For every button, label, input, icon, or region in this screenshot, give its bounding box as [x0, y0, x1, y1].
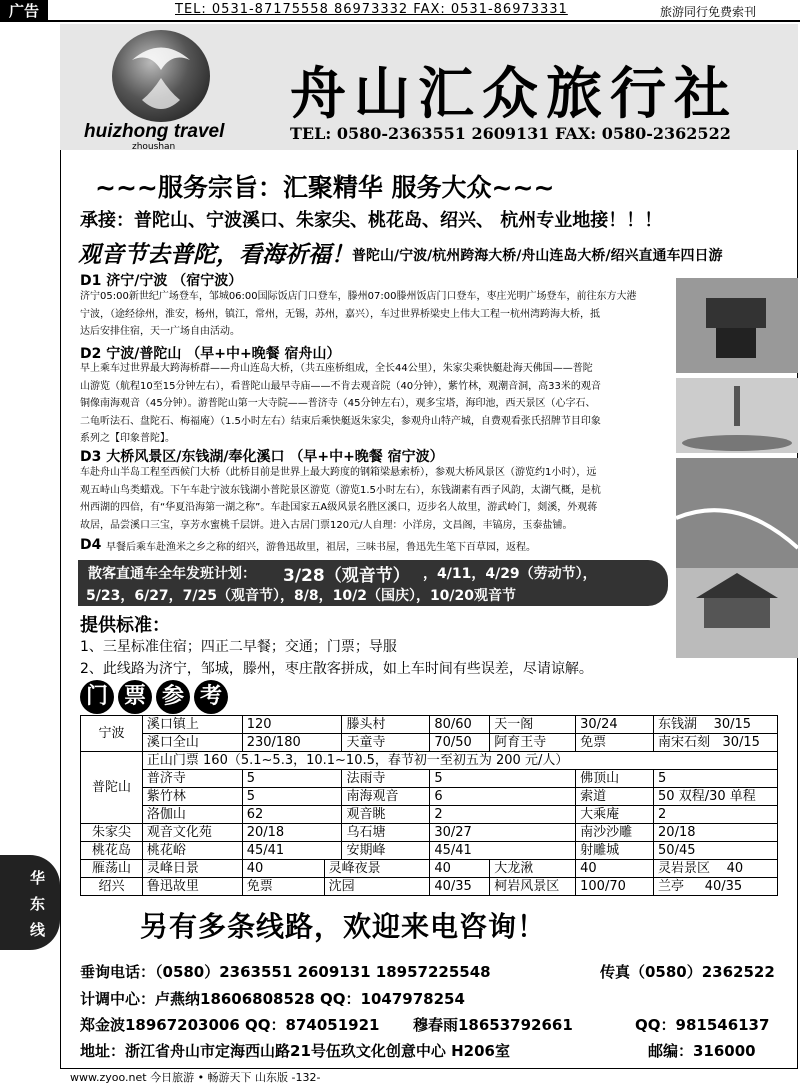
agency-name: 舟山汇众旅行社	[290, 61, 738, 127]
side-tab-char: 东	[30, 895, 46, 913]
contact-qq: QQ：981546137	[635, 1016, 770, 1034]
table-cell: 20/18	[654, 824, 778, 842]
table-cell-text: 40	[726, 861, 744, 876]
day-heading: D1 济宁/宁波 （宿宁波）	[80, 273, 243, 289]
region-side-tab	[0, 855, 60, 950]
day-line: 济宁05:00新世纪广场登车，邹城06:00国际饭店门口登车，滕州07:00滕州饭店门口登车，枣庄光明广场登车，前往东方大港	[80, 291, 637, 302]
table-cell: 天童寺	[342, 734, 430, 752]
table-row	[81, 860, 778, 878]
day-line: 达后安排住宿，天一广场自由活动。	[80, 326, 240, 337]
table-cell	[654, 734, 778, 752]
table-row	[81, 842, 778, 860]
table-cell: 5	[430, 770, 576, 788]
motto: ~~~服务宗旨：汇聚精华 服务大众~~~	[95, 173, 555, 202]
table-cell: 230/180	[242, 734, 342, 752]
page-footer: www.zyoo.net 今日旅游 • 畅游天下 山东版 -132-	[70, 1071, 321, 1084]
table-cell: 大龙湫	[490, 860, 576, 878]
table-row	[81, 752, 778, 770]
table-cell: 20/18	[242, 824, 342, 842]
header-contact: TEL: 0580-2363551 2609131 FAX: 0580-2362522	[290, 124, 731, 143]
table-cell-text: 兰亭	[658, 879, 685, 894]
table-cell: 法雨寺	[342, 770, 430, 788]
table-cell: 6	[430, 788, 576, 806]
day-line: 系列之【印象普陀】。	[80, 433, 175, 444]
table-cell: 索道	[576, 788, 654, 806]
table-cell: 普济寺	[142, 770, 242, 788]
day-line: 二龟听法石、盘陀石、梅福庵）（1.5小时左右）结束后乘快艇返朱家尖，参观舟山特产城，自费观看张氏招牌节目印象	[80, 415, 601, 427]
table-cell: 免票	[576, 734, 654, 752]
table-cell: 70/50	[430, 734, 490, 752]
table-cell: 溪口镇上	[142, 716, 242, 734]
day-line: 山游览（航程10至15分钟左右），看普陀山最早寺庙——不肯去观音院（40分钟），紫竹林，观潮音洞，高33米的观音	[80, 380, 601, 392]
table-cell: 40	[242, 860, 324, 878]
region-cell: 宁波	[81, 716, 143, 752]
table-cell-text: 南宋石刻	[658, 735, 711, 750]
tickets-label-char: 考	[194, 680, 228, 714]
table-cell: 大乘庵	[576, 806, 654, 824]
side-tab-char: 线	[30, 921, 46, 939]
table-cell: 灵峰日景	[142, 860, 242, 878]
table-cell: 40	[576, 860, 654, 878]
logo-swirl-icon	[112, 30, 210, 122]
table-cell: 南沙沙雕	[576, 824, 654, 842]
schedule-label: 散客直通车全年发班计划：	[88, 566, 256, 582]
logo-text: huizhong travel	[84, 121, 225, 142]
table-cell: 洛伽山	[142, 806, 242, 824]
contact-person: 穆春雨18653792661	[413, 1016, 573, 1034]
tickets-label-char: 票	[118, 680, 152, 714]
table-cell: 30/24	[576, 716, 654, 734]
table-cell: 滕头村	[342, 716, 430, 734]
photo-collage	[676, 278, 798, 658]
region-cell: 普陀山	[81, 752, 143, 824]
table-cell: 乌石塘	[342, 824, 430, 842]
table-row	[81, 788, 778, 806]
schedule-dates: 5/23，6/27，7/25（观音节），8/8，10/2（国庆），10/20观音节	[86, 588, 517, 604]
ad-label: 广告	[0, 0, 48, 22]
day-heading: D4	[80, 537, 102, 553]
table-cell: 观音眺	[342, 806, 430, 824]
table-cell-text: 40/35	[704, 879, 743, 894]
table-cell: 溪口全山	[142, 734, 242, 752]
table-cell	[654, 878, 778, 896]
table-row	[81, 806, 778, 824]
table-row	[81, 824, 778, 842]
tickets-label-char: 参	[156, 680, 190, 714]
schedule-dates: ，4/11，4/29（劳动节），	[423, 566, 597, 582]
table-cell: 沈园	[324, 878, 430, 896]
table-row	[81, 878, 778, 896]
table-cell: 安期峰	[342, 842, 430, 860]
table-cell	[654, 716, 778, 734]
table-row	[81, 770, 778, 788]
day-line: 宁波，（途经徐州，淮安，杨州，镇江，常州，无锡，苏州，嘉兴），车过世界桥梁史上伟大工程一杭州湾跨海大桥，抵	[80, 308, 600, 320]
day-line: 车赴舟山半岛工程至西候门大桥（此桥目前是世界上最大跨度的钢箱梁悬索桥），参观大桥风景区（游览约1小时），远	[80, 467, 597, 478]
table-cell-text: 灵岩景区	[658, 861, 711, 876]
region-cell: 雁荡山	[81, 860, 143, 878]
service-line: 承接：普陀山、宁波溪口、朱家尖、桃花岛、绍兴、 杭州专业地接！！！	[80, 210, 663, 231]
contact-fax: 传真（0580）2362522	[600, 963, 775, 981]
standard-item: 2、此线路为济宁，邹城，滕州，枣庄散客拼成，如上车时间有些误差，尽请谅解。	[80, 661, 593, 677]
tour-title: 观音节去普陀，看海祈福！	[78, 242, 354, 268]
table-cell	[654, 860, 778, 878]
contact-person: 郑金波18967203006 QQ：874051921	[80, 1016, 380, 1034]
region-cell: 绍兴	[81, 878, 143, 896]
table-cell: 阿育王寺	[490, 734, 576, 752]
table-cell: 鲁迅故里	[142, 878, 242, 896]
table-cell: 50 双程/30 单程	[654, 788, 778, 806]
contact-phone: 垂询电话：（0580）2363551 2609131 18957225548	[80, 963, 491, 981]
table-cell: 紫竹林	[142, 788, 242, 806]
logo-subtext: zhoushan	[132, 142, 176, 152]
table-cell: 南海观音	[342, 788, 430, 806]
table-cell: 40/35	[430, 878, 490, 896]
contact-postcode: 邮编：316000	[648, 1042, 756, 1060]
table-cell: 120	[242, 716, 342, 734]
standard-item: 1、三星标准住宿；四正二早餐；交通；门票；导服	[80, 639, 397, 655]
day-text	[80, 288, 680, 341]
table-cell: 桃花峪	[142, 842, 242, 860]
day-text	[80, 464, 680, 534]
day-line: 故居，品尝溪口三宝，享芳水蜜桃千层饼。进入古居门票120元/人自理：小洋房，文昌阁，丰镐房，玉泰盐铺。	[80, 519, 573, 531]
table-cell: 45/41	[242, 842, 342, 860]
table-cell: 2	[430, 806, 576, 824]
table-cell: 免票	[242, 878, 324, 896]
day-text	[106, 539, 676, 557]
contact-address: 地址：浙江省舟山市定海西山路21号伍玖文化创意中心 H206室	[80, 1042, 510, 1060]
region-cell: 桃花岛	[81, 842, 143, 860]
magazine-contact: TEL: 0531-87175558 86973332 FAX: 0531-86973331	[175, 2, 568, 17]
table-cell: 5	[242, 788, 342, 806]
table-cell: 柯岩风景区	[490, 878, 576, 896]
day-line: 观五峙山鸟类蜡戏。下午车赴宁波东钱湖小普陀景区游览（游览1.5小时左右），东钱湖素有西子风韵，太湖气概，是杭	[80, 484, 601, 496]
table-cell: 80/60	[430, 716, 490, 734]
table-row	[81, 734, 778, 752]
contact-planner: 计调中心：卢燕纳18606808528 QQ：1047978254	[80, 990, 465, 1008]
more-routes-banner: 另有多条线路，欢迎来电咨询！	[140, 910, 547, 943]
tour-subtitle: 普陀山/宁波/杭州跨海大桥/舟山连岛大桥/绍兴直通车四日游	[352, 248, 723, 264]
table-cell-text: 30/15	[713, 717, 752, 732]
table-cell-text: 30/15	[722, 735, 760, 750]
day-line: 早餐后乘车赴渔米之乡之称的绍兴，游鲁迅故里，祖居，三味书屋，鲁迅先生笔下百草园，返程。	[106, 542, 536, 553]
table-cell: 正山门票 160（5.1~5.3，10.1~10.5，春节初一至初五为 200 元/人）	[142, 752, 777, 770]
magazine-slogan: 旅游同行免费索刊	[660, 5, 757, 19]
day-heading: D3 大桥风景区/东钱湖/奉化溪口 （早+中+晚餐 宿宁波）	[80, 449, 444, 465]
table-cell-text: 东钱湖	[658, 717, 698, 732]
table-cell: 62	[242, 806, 342, 824]
table-row	[81, 716, 778, 734]
table-cell: 50/45	[654, 842, 778, 860]
table-cell: 射雕城	[576, 842, 654, 860]
table-cell: 40	[430, 860, 490, 878]
side-tab-char: 华	[30, 869, 46, 887]
region-cell: 朱家尖	[81, 824, 143, 842]
table-cell: 45/41	[430, 842, 576, 860]
table-cell: 5	[654, 770, 778, 788]
ticket-price-table	[80, 715, 778, 896]
table-cell: 观音文化苑	[142, 824, 242, 842]
schedule-highlight: 3/28（观音节）	[283, 566, 410, 586]
standard-heading: 提供标准：	[80, 615, 170, 636]
day-line: 州西湖的四倍，有“华夏沿海第一湖之称”。车赴国家五A级风景名胜区溪口，迈步名人故里，游武岭门，剡溪，外观蒋	[80, 502, 598, 513]
day-line: 早上乘车过世界最大跨海桥群——舟山连岛大桥，（共五座桥组成，全长44公里），朱家尖乘快艇赴海天佛国——普陀	[80, 363, 593, 374]
day-heading: D2 宁波/普陀山 （早+中+晚餐 宿舟山）	[80, 346, 341, 362]
day-line: 铜像南海观音（45分钟）。游普陀山第一大寺院——普济寺（45分钟左右），观多宝塔，海印池，西天景区（心字石、	[80, 398, 596, 409]
table-cell: 佛顶山	[576, 770, 654, 788]
table-cell: 天一阁	[490, 716, 576, 734]
day-text	[80, 360, 680, 448]
table-cell: 5	[242, 770, 342, 788]
departure-schedule	[78, 560, 668, 606]
table-cell: 2	[654, 806, 778, 824]
table-cell: 灵峰夜景	[324, 860, 430, 878]
tickets-label-char: 门	[80, 680, 114, 714]
table-cell: 100/70	[576, 878, 654, 896]
table-cell: 30/27	[430, 824, 576, 842]
